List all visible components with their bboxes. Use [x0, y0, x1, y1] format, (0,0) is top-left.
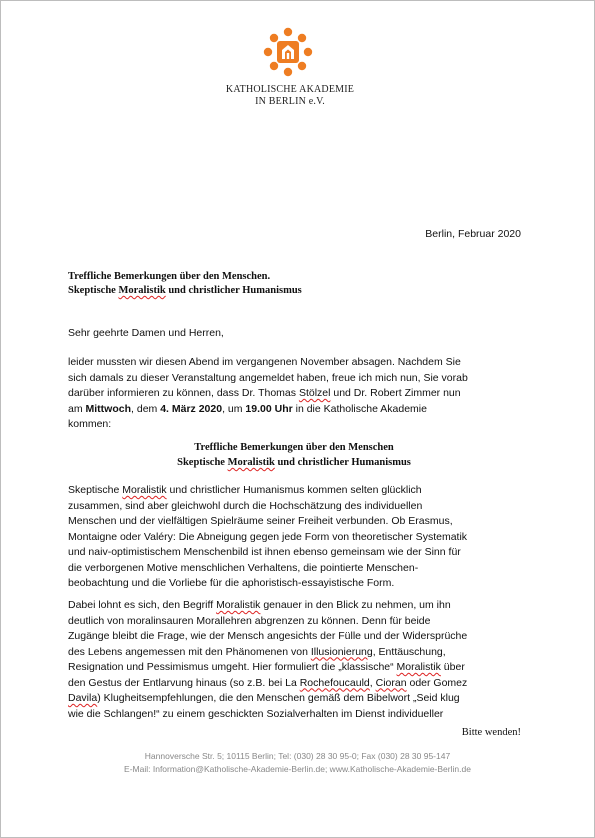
paragraph-line: [68, 676, 520, 692]
text: über: [440, 661, 465, 673]
event-title-line2: [68, 455, 520, 470]
paragraph-line: leider mussten wir diesen Abend im vergangenen November absagen. Nachdem Sie: [68, 356, 461, 368]
paragraph-line: [68, 598, 520, 614]
text: Resignation und Pessimismus umgeht. Hier formuliert die „klassische“: [68, 661, 397, 673]
paragraph-line: wie die Schlangen!“ zu einem geschickten Sozialverhalten im Dienst individueller: [68, 707, 444, 720]
paragraph-line: sich damals zu dieser Veranstaltung angemeldet haben, freue ich mich nun, Sie vorab: [68, 371, 468, 384]
spellcheck-word: Davila: [68, 692, 98, 704]
text: in die Katholische Akademie: [292, 402, 427, 415]
text: Skeptische: [177, 457, 228, 468]
text: und christlicher Humanismus kommen selten glücklich: [166, 484, 422, 496]
org-name-line2: IN BERLIN e.V.: [255, 96, 325, 107]
paragraph-line: [68, 483, 520, 499]
spellcheck-word: Stölzel: [298, 387, 331, 399]
text: oder Gomez: [406, 676, 468, 689]
salutation: Sehr geehrte Damen und Herren,: [68, 327, 224, 339]
subject-line2: [68, 284, 302, 298]
paragraph-line: kommen:: [68, 418, 112, 430]
text: des Lebens angemessen mit den Phänomenen von: [68, 645, 311, 658]
paragraph-description: [68, 483, 520, 592]
spellcheck-word: Moralistik: [118, 285, 166, 296]
letter-date: Berlin, Februar 2020: [425, 228, 521, 240]
paragraph-line: die verborgenen Motive menschlichen Verhaltens, die pointierte Menschen-: [68, 561, 419, 574]
subject-heading: [68, 270, 302, 298]
event-weekday: Mittwoch: [85, 402, 132, 415]
spellcheck-word: Moralistik: [396, 661, 441, 673]
paragraph-line: [68, 386, 520, 402]
paragraph-line: [68, 645, 520, 661]
event-title: [68, 440, 520, 470]
text: Dabei lohnt es sich, den Begriff: [68, 599, 217, 611]
paragraph-line: Menschen und der vielfältigen Spielräume seiner Freiheit verbunden. Ob Erasmus,: [68, 515, 453, 527]
spellcheck-word: Moralistik: [216, 599, 261, 611]
text: ,: [369, 676, 376, 689]
text: und Dr. Robert Zimmer nun: [330, 387, 461, 399]
spellcheck-word: Moralistik: [227, 457, 275, 468]
text: am: [68, 402, 86, 415]
text: , um: [222, 402, 246, 415]
paragraph-details: [68, 598, 520, 722]
org-name-line1: KATHOLISCHE AKADEMIE: [225, 84, 355, 95]
text: genauer in den Blick zu nehmen, um ihn: [260, 599, 451, 611]
paragraph-intro: [68, 355, 520, 433]
text: den Gestus der Entlarvung hinaus (so z.B. bei La: [68, 676, 300, 689]
text: , Enttäuschung,: [372, 645, 446, 658]
event-date: 4. März 2020: [160, 402, 223, 415]
paragraph-line: [68, 402, 520, 418]
event-time: 19.00 Uhr: [245, 402, 293, 415]
text: Skeptische: [68, 484, 123, 496]
subject-line1: Treffliche Bemerkungen über den Menschen.: [68, 271, 271, 282]
footer-contact: E-Mail: Information@Katholische-Akademie-Berlin.de; www.Katholische-Akademie-Berlin.de: [124, 764, 471, 774]
turn-page-note: Bitte wenden!: [461, 727, 521, 738]
text: , dem: [131, 402, 161, 415]
footer-address: Hannoversche Str. 5; 10115 Berlin; Tel: (030) 28 30 95-0; Fax (030) 28 30 95-147: [144, 751, 451, 761]
paragraph-line: beobachtung und die Vorliebe für die aphoristisch-essayistische Form.: [68, 577, 395, 589]
spellcheck-word: Rochefoucauld: [299, 676, 370, 689]
text: darüber informieren zu können, dass Dr. Thomas: [68, 387, 299, 399]
spellcheck-word: Moralistik: [122, 484, 167, 496]
subject-text: Skeptische: [68, 285, 119, 296]
paragraph-line: zusammen, sind aber gleichwohl durch die Hochschätzung des individuellen: [68, 499, 423, 512]
event-title-line1: Treffliche Bemerkungen über den Menschen: [194, 442, 394, 453]
paragraph-line: deutlich von moralinsauren Morallehren abgrenzen zu können. Denn für beide: [68, 614, 431, 627]
organisation-name: [212, 84, 368, 108]
akademie-logo-icon: [262, 26, 314, 78]
text: ) Klugheitsempfehlungen, die den Menschen gemäß dem Bibelwort „Seid klug: [97, 692, 460, 704]
paragraph-line: [68, 660, 520, 676]
paragraph-line: und naiv-optimistischem Menschenbild ist ihnen ebenso gemeinsam wie der Sinn für: [68, 546, 461, 558]
paragraph-line: Montaigne oder Valéry: Die Abneigung gegen jede Form von theoretischer Systematik: [68, 530, 468, 543]
paragraph-line: [68, 691, 520, 707]
spellcheck-word: Illusionierung: [310, 645, 373, 658]
paragraph-line: Zugänge bleibt die Frage, wie der Mensch angesichts der Fülle und der Widersprüche: [68, 630, 468, 642]
text: und christlicher Humanismus: [274, 457, 411, 468]
spellcheck-word: Cioran: [375, 676, 407, 689]
subject-text: und christlicher Humanismus: [165, 285, 302, 296]
letter-footer: [0, 750, 595, 776]
